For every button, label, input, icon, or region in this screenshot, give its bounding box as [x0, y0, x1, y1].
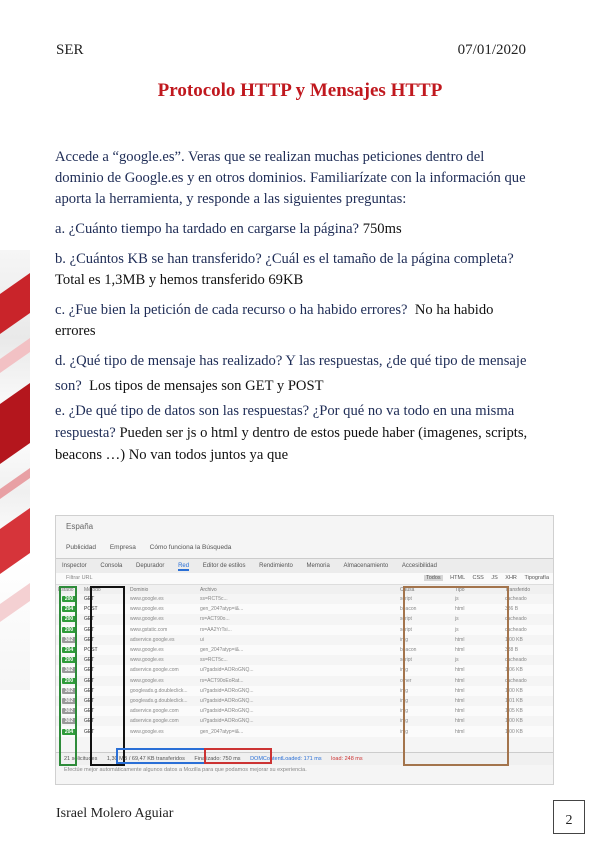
table-cell: gen_204?atyp=i&...: [198, 645, 398, 655]
table-cell: 1,06 KB: [503, 665, 553, 675]
table-cell: [56, 645, 82, 655]
table-cell: img: [398, 665, 453, 675]
table-cell: GET: [84, 697, 95, 704]
table-cell: beacon: [398, 645, 453, 655]
link-how-search-works: Cómo funciona la Búsqueda: [149, 544, 232, 551]
question-b-text: b. ¿Cuántos KB se han transferido? ¿Cuál es el tamaño de la página completa?: [55, 251, 514, 267]
table-cell: 386 B: [503, 604, 553, 614]
table-cell: img: [398, 726, 453, 736]
table-row: [56, 625, 553, 635]
table-row: [56, 635, 553, 645]
tab-storage: Almacenamiento: [343, 563, 389, 569]
table-cell: cacheado: [503, 625, 553, 635]
table-cell: html: [455, 697, 465, 704]
table-cell: gen_204?atyp=i&...: [198, 604, 398, 614]
table-cell: [56, 635, 82, 645]
table-cell: html: [455, 636, 465, 643]
table-cell: ss=RCT5c...: [200, 596, 228, 603]
tab-console: Consola: [100, 563, 123, 569]
table-cell: ui?gadsid=AORoGNQ...: [198, 686, 398, 696]
table-row: [56, 716, 553, 726]
table-cell: www.google.es: [130, 616, 164, 623]
status-domcontentloaded: DOMContentLoaded: 171 ms: [250, 756, 322, 762]
table-cell: html: [453, 706, 503, 716]
table-cell: [56, 686, 82, 696]
status-code-badge: 204: [62, 647, 76, 653]
left-decorative-stripe: [0, 250, 30, 690]
country-label: España: [66, 522, 94, 531]
table-cell: ss=RCT5c...: [200, 657, 228, 664]
table-cell: 1,05 KB: [503, 706, 553, 716]
intro-paragraph: Accede a “google.es”. Veras que se realizan muchas peticiones dentro del dominio de Google.es y en otros dominios. Familiarízate con la información que aporta la herramienta, y responde a las siguientes preguntas:: [55, 149, 526, 207]
table-cell: cacheado: [505, 616, 527, 623]
status-code-badge: 204: [62, 729, 76, 735]
table-cell: html: [455, 718, 465, 725]
table-cell: gen_204?atyp=i&...: [198, 726, 398, 736]
table-cell: [56, 716, 82, 726]
question-c-text: c. ¿Fue bien la petición de cada recurso o ha habido errores?: [55, 302, 408, 318]
table-cell: adservice.google.com: [130, 718, 179, 725]
status-code-badge: 302: [62, 718, 76, 724]
devtools-screenshot: [55, 515, 554, 785]
table-cell: [56, 594, 82, 604]
table-cell: adservice.google.com: [128, 706, 198, 716]
table-cell: googleads.g.doubleclick...: [128, 686, 198, 696]
page-title: Protocolo HTTP y Mensajes HTTP: [157, 80, 443, 101]
table-cell: img: [400, 636, 409, 643]
answer-a: 750ms: [362, 221, 402, 237]
page-number: 2: [553, 800, 585, 834]
table-cell: www.google.es: [130, 596, 164, 603]
table-cell: ui?gadsid=AORoGNQ...: [200, 697, 254, 704]
table-cell: img: [398, 706, 453, 716]
table-row: [56, 706, 553, 716]
table-cell: [56, 706, 82, 716]
question-e-text: e. ¿De qué tipo de datos son las respuestas? ¿Por qué no va todo en una misma respuesta?: [55, 403, 515, 441]
table-cell: www.google.es: [130, 657, 164, 664]
table-cell: GET: [84, 718, 95, 725]
tab-debugger: Depurador: [136, 563, 165, 569]
table-header-row: [56, 585, 553, 594]
status-code-badge: 200: [62, 596, 76, 602]
link-business: Empresa: [109, 544, 136, 551]
table-cell: other: [400, 677, 412, 684]
table-cell: GET: [84, 636, 95, 643]
column-header: Estado: [56, 585, 82, 594]
table-body: [56, 594, 553, 737]
status-bar: [56, 752, 553, 765]
table-cell: GET: [84, 657, 95, 664]
table-row: [56, 665, 553, 675]
column-header: Tipo: [453, 585, 503, 594]
status-code-badge: 200: [62, 627, 76, 633]
table-cell: js: [455, 616, 459, 623]
table-cell: rs=ACT90oEoRat...: [200, 677, 244, 684]
table-cell: html: [453, 604, 503, 614]
question-a-text: a. ¿Cuánto tiempo ha tardado en cargarse la página?: [55, 221, 360, 237]
question-d: [55, 349, 535, 399]
table-row: [56, 614, 553, 624]
table-cell: rs=ACT90o...: [200, 616, 230, 623]
table-cell: html: [453, 645, 503, 655]
table-cell: script: [400, 657, 412, 664]
question-e: [55, 400, 535, 466]
column-header: Archivo: [198, 585, 398, 594]
table-cell: GET: [82, 686, 128, 696]
status-code-badge: 204: [62, 606, 76, 612]
author-name: Israel Molero Aguiar: [56, 806, 174, 821]
filter-url-placeholder: Filtrar URL: [66, 575, 93, 581]
table-cell: www.google.es: [128, 604, 198, 614]
column-header: Causa: [398, 585, 453, 594]
filter-bar: [56, 573, 553, 585]
table-cell: html: [455, 677, 465, 684]
answer-c: No ha habido errores: [55, 302, 494, 339]
table-cell: www.google.es: [130, 677, 164, 684]
answer-e: Pueden ser js o html y dentro de estos puede haber (imagenes, scripts, beacons …) No van todos juntos ya que: [55, 425, 528, 463]
table-cell: 1,00 KB: [503, 686, 553, 696]
table-cell: script: [400, 596, 412, 603]
table-cell: html: [453, 686, 503, 696]
column-header: Transferido: [503, 585, 553, 594]
question-a: [55, 219, 535, 240]
table-cell: [56, 614, 82, 624]
status-code-badge: 200: [62, 678, 76, 684]
table-row: [56, 676, 553, 686]
table-cell: 1,01 KB: [505, 697, 523, 704]
column-header: Método: [82, 585, 128, 594]
table-cell: googleads.g.doubleclick...: [130, 697, 188, 704]
status-code-badge: 302: [62, 698, 76, 704]
table-cell: www.gstatic.com: [128, 625, 198, 635]
question-b: [55, 249, 535, 291]
status-load: load: 248 ms: [331, 756, 363, 762]
status-requests: 21 solicitudes: [64, 756, 98, 762]
table-cell: 1,00 KB: [505, 636, 523, 643]
table-row: [56, 645, 553, 655]
table-cell: ui?gadsid=AORoGNQ...: [200, 718, 254, 725]
table-cell: js: [455, 596, 459, 603]
table-cell: html: [453, 665, 503, 675]
table-cell: img: [400, 718, 409, 725]
tab-accessibility: Accesibilidad: [401, 563, 437, 569]
table-cell: [56, 604, 82, 614]
table-cell: [56, 665, 82, 675]
table-cell: ui?gadsid=AORoGNQ...: [198, 665, 398, 675]
table-cell: adservice.google.com: [128, 665, 198, 675]
table-cell: [56, 726, 82, 736]
table-cell: 1,00 KB: [503, 726, 553, 736]
question-c: [55, 300, 535, 342]
devtools-toolbar: [56, 558, 553, 574]
type-js: JS: [491, 575, 498, 581]
tab-performance: Rendimiento: [259, 563, 293, 569]
table-cell: 1,00 KB: [505, 718, 523, 725]
table-cell: script: [398, 625, 453, 635]
table-cell: 388 B: [503, 645, 553, 655]
telemetry-hint: Efectúe mejor automáticamente algunos datos a Mozilla para que podamos mejorar su experiencia.: [64, 767, 307, 773]
table-cell: GET: [84, 677, 95, 684]
table-cell: script: [400, 616, 412, 623]
table-cell: img: [400, 697, 409, 704]
table-cell: [56, 655, 82, 665]
tab-network: Red: [178, 563, 190, 569]
table-cell: [56, 625, 82, 635]
table-cell: rs=AA2YrTsi...: [198, 625, 398, 635]
status-transferred: 1,30 MB / 69,47 KB transferidos: [106, 756, 185, 762]
status-code-badge: 302: [62, 708, 76, 714]
table-cell: POST: [82, 604, 128, 614]
table-cell: POST: [82, 645, 128, 655]
status-code-badge: 200: [62, 657, 76, 663]
table-cell: GET: [82, 706, 128, 716]
status-code-badge: 302: [62, 637, 76, 643]
table-cell: GET: [84, 596, 95, 603]
table-cell: [56, 696, 82, 706]
answer-d: Los tipos de mensajes son GET y POST: [89, 378, 324, 394]
table-cell: GET: [82, 665, 128, 675]
answer-b: Total es 1,3MB y hemos transferido 69KB: [55, 272, 304, 288]
header-date: 07/01/2020: [457, 42, 526, 58]
table-row: [56, 696, 553, 706]
table-cell: img: [398, 686, 453, 696]
link-advertising: Publicidad: [66, 544, 96, 551]
table-row: [56, 655, 553, 665]
column-header: Dominio: [128, 585, 198, 594]
table-cell: cacheado: [505, 677, 527, 684]
tab-style-editor: Editor de estilos: [202, 563, 246, 569]
status-finished: Finalizado: 750 ms: [194, 756, 241, 762]
table-row: [56, 604, 553, 614]
table-cell: ui: [200, 636, 204, 643]
table-cell: GET: [84, 616, 95, 623]
table-cell: js: [453, 625, 503, 635]
type-xhr: XHR: [505, 575, 517, 581]
type-html: HTML: [450, 575, 465, 581]
network-table: [56, 585, 553, 737]
footer-links: [66, 544, 243, 551]
tab-inspector: Inspector: [62, 563, 87, 569]
type-filters: [418, 573, 549, 584]
table-cell: www.google.es: [128, 645, 198, 655]
table-cell: ui?gadsid=AORoGNQ...: [198, 706, 398, 716]
table-cell: cacheado: [505, 596, 527, 603]
table-cell: [56, 676, 82, 686]
table-cell: js: [455, 657, 459, 664]
status-code-badge: 200: [62, 616, 76, 622]
table-cell: cacheado: [505, 657, 527, 664]
header-subject: SER: [56, 42, 84, 58]
table-cell: GET: [82, 625, 128, 635]
table-row: [56, 686, 553, 696]
type-fonts: Tipografía: [524, 575, 549, 581]
question-d-text: d. ¿Qué tipo de mensaje has realizado? Y las respuestas, ¿de qué tipo de mensaje son?: [55, 353, 527, 394]
type-all: Todos: [425, 575, 441, 581]
status-code-badge: 302: [62, 667, 76, 673]
table-cell: beacon: [398, 604, 453, 614]
table-row: [56, 594, 553, 604]
type-css: CSS: [472, 575, 484, 581]
table-cell: html: [453, 726, 503, 736]
table-cell: GET: [82, 726, 128, 736]
status-code-badge: 302: [62, 688, 76, 694]
table-row: [56, 726, 553, 736]
table-cell: www.google.es: [128, 726, 198, 736]
table-cell: adservice.google.es: [130, 636, 175, 643]
tab-memory: Memoria: [306, 563, 330, 569]
